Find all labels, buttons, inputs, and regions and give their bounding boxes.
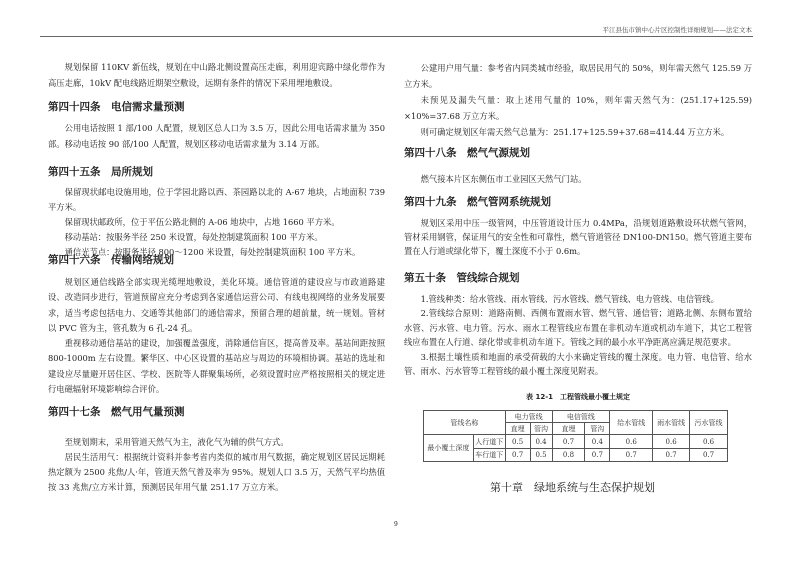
header-cell: 直埋 xyxy=(552,423,585,435)
cell: 0.7 xyxy=(585,449,610,462)
page-number: 9 xyxy=(394,521,398,528)
cell: 0.6 xyxy=(610,435,653,449)
article-heading: 第四十五条 局所规划 xyxy=(48,166,153,178)
cell: 0.4 xyxy=(530,435,552,449)
paragraph: 至规划期末，采用管道天然气为主，液化气为辅的供气方式。 xyxy=(64,437,289,447)
chapter-title: 第十章 绿地系统与生态保护规划 xyxy=(490,481,655,494)
paragraph: 重视移动通信基站的建设，加强覆盖强度，消除通信盲区，提高普及率。基站间距按照 800-1000m 左右设置。繁华区、中心区设置的基站应与周边的环境相协调。基站的选址和建设应尽量避开居住区、学校、医院等人群聚集场所，必须设置时应严格按照相关的规定进行电磁辐射环境影响综合评价。 xyxy=(48,338,385,395)
article-heading: 第四十八条 燃气气源规划 xyxy=(404,147,530,159)
header-cell: 直埋 xyxy=(505,423,530,435)
header-cell: 给水管线 xyxy=(610,411,653,435)
cell: 0.7 xyxy=(653,449,690,462)
paragraph: 燃气接本片区东侧伍市工业园区天然气门站。 xyxy=(420,174,587,184)
cell: 0.7 xyxy=(505,449,530,462)
cell: 0.5 xyxy=(530,449,552,462)
header-cell: 管沟 xyxy=(585,423,610,435)
running-header: 平江县伍市镇中心片区控制性详细规划——法定文本 xyxy=(602,26,752,34)
cell: 0.6 xyxy=(690,435,728,449)
table-header-row xyxy=(424,411,728,423)
row-group-label: 最小覆土深度 xyxy=(424,435,474,462)
paragraph: 则可确定规划区年需天然气总量为：251.17+125.59+37.68=414.44 万立方米。 xyxy=(420,127,730,137)
paragraph: 未预见及漏失气量：取上述用气量的 10%，则年需天然气为：(251.17+125.59) ×10%=37.68 万立方米。 xyxy=(404,95,752,121)
article-heading: 第四十九条 燃气管网系统规划 xyxy=(404,196,551,208)
paragraph-group xyxy=(48,185,385,260)
header-rule xyxy=(40,36,753,37)
paragraph-group xyxy=(48,435,385,495)
header-cell: 电信管线 xyxy=(552,411,610,423)
paragraph: 规划区通信线路全部实现光缆埋地敷设，美化环境。通信管道的建设应与市政道路建设、改造同步进行，管道预留应充分考虑到各家通信运营公司、有线电视网络的业务发展要求，适当考虑包括电力、交通等其他部门的通信需求，预留合理的超前量，统一规划。管材以 PVC 管为主，管孔数为 6 孔-24 孔。 xyxy=(48,277,385,333)
pipeline-cover-depth-table xyxy=(423,410,728,462)
row-label: 车行道下 xyxy=(473,449,505,462)
cell: 0.8 xyxy=(552,449,585,462)
header-cell: 电力管线 xyxy=(505,411,552,423)
header-cell: 管沟 xyxy=(530,423,552,435)
row-label: 人行道下 xyxy=(473,435,505,449)
paragraph: 2.管线综合原则：道路南侧、西侧布置雨水管、燃气管、通信管；道路北侧、东侧布置给水管、污水管、电力管。污水、雨水工程管线应布置在非机动车道或机动车道下，其它工程管线应布置在人行道、绿化带或非机动车道下。管线之间的最小水平净距离应满足规范要求。 xyxy=(404,308,752,348)
cell: 0.4 xyxy=(585,435,610,449)
article-heading: 第四十七条 燃气用气量预测 xyxy=(48,406,185,418)
paragraph: 保留现状邮政所，位于平伍公路北侧的 A-06 地块中，占地 1660 平方米。 xyxy=(64,217,340,227)
paragraph: 居民生活用气：根据统计资料并参考省内类似的城市用气数据，确定规划区居民远期耗热定额为 2500 兆焦/人·年，管道天然气普及率为 95%。规划人口 3.5 万，天然气平均热值按 33 兆焦/立方米计算，预测居民年用气量 251.17 万立方米。 xyxy=(48,452,385,492)
cell: 0.7 xyxy=(610,449,653,462)
header-cell: 管线名称 xyxy=(424,411,506,435)
paragraph-group xyxy=(404,60,752,140)
cell: 0.7 xyxy=(552,435,585,449)
paragraph: 移动基站：按服务半径 250 米设置，每处控制建筑面积 100 平方米。 xyxy=(64,232,323,242)
article-heading: 第四十四条 电信需求量预测 xyxy=(48,101,185,113)
paragraph: 1.管线种类：给水管线、雨水管线、污水管线、燃气管线、电力管线、电信管线。 xyxy=(420,294,719,304)
paragraph: 通信光节点：按服务半径 800～1200 米设置，每处控制建筑面积 100 平方米。 xyxy=(64,247,361,257)
cell: 0.6 xyxy=(653,435,690,449)
paragraph: 公建用户用气量：参考省内同类城市经验，取居民用气的 50%，则年需天然气 125.59 万立方米。 xyxy=(404,63,752,89)
table-row xyxy=(424,435,728,449)
cell: 0.7 xyxy=(690,449,728,462)
header-cell: 雨水管线 xyxy=(653,411,690,435)
paragraph: 公用电话按照 1 部/100 人配置，规划区总人口为 3.5 万，因此公用电话需求量为 350 部。移动电话按 90 部/100 人配置，规划区移动电话需求量为 3.14 万部。 xyxy=(48,123,385,149)
article-heading: 第五十条 管线综合规划 xyxy=(404,272,520,284)
paragraph: 规划保留 110KV 新伍线，规划在中山路北侧设置高压走廊，利用迎宾路中绿化带作为高压走廊，10kV 配电线路近期架空敷设，远期有条件的情况下采用埋地敷设。 xyxy=(48,62,385,88)
table-caption: 表 12-1 工程管线最小覆土规定 xyxy=(526,393,630,401)
article-heading: 第四十六条 传输网络规划 xyxy=(48,254,174,266)
paragraph: 规划区采用中压一级管网，中压管道设计压力 0.4MPa，沿规划道路敷设环状燃气管网，管材采用钢管，保证用气的安全性和可靠性，燃气管道管径 DN100-DN150。燃气管道主要布置在人行道或绿化带下，覆土深度不小于 0.6m。 xyxy=(404,218,752,256)
header-cell: 污水管线 xyxy=(690,411,728,435)
paragraph-group xyxy=(404,292,752,378)
paragraph: 3.根据土壤性质和地面的承受荷载的大小来确定管线的覆土深度。电力管、电信管、给水管、雨水、污水管等工程管线的最小覆土深度见附表。 xyxy=(404,351,752,377)
cell: 0.5 xyxy=(505,435,530,449)
paragraph-group xyxy=(48,275,385,397)
paragraph: 保留现状邮电设施用地，位于学园北路以西、茶园路以北的 A-67 地块，占地面积 739 平方米。 xyxy=(48,187,385,212)
